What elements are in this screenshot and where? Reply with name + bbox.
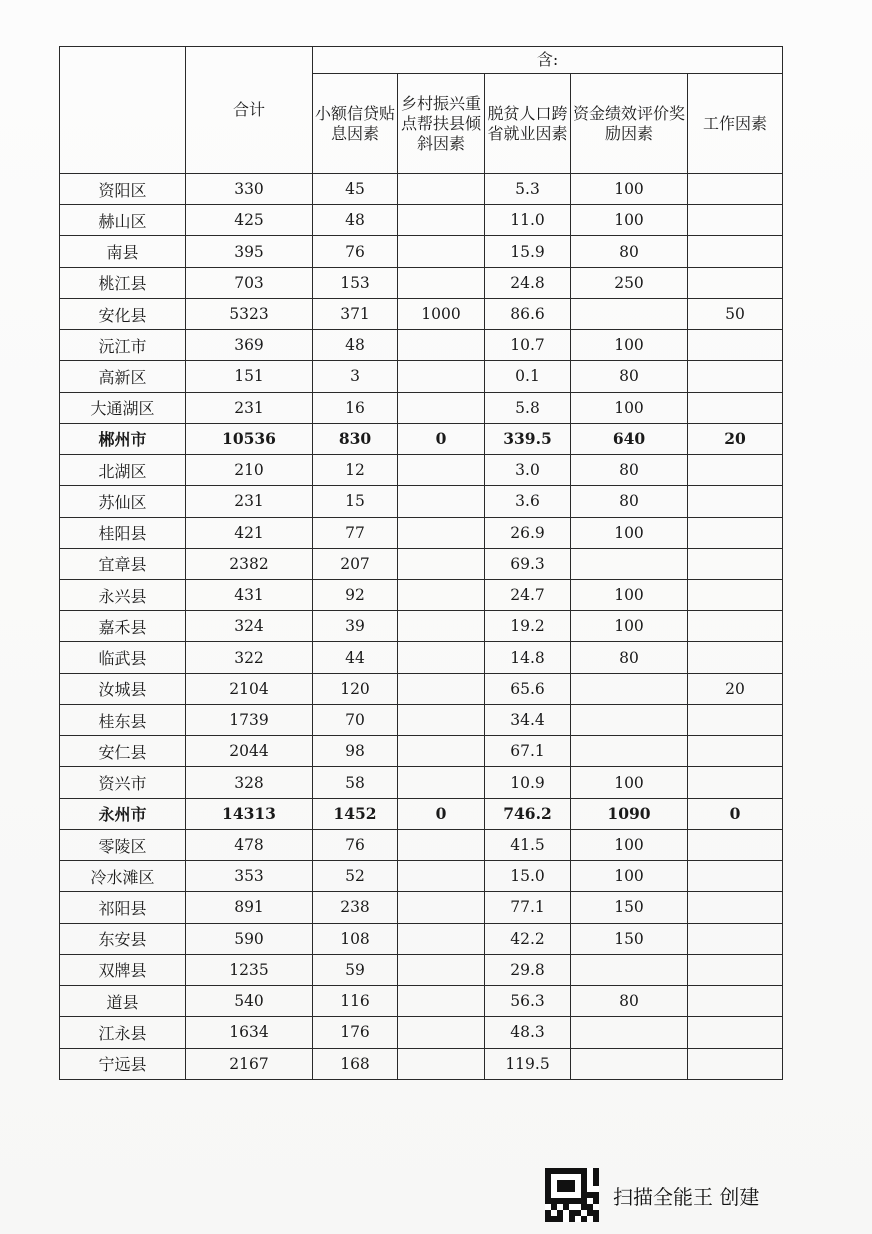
cell-performance [571,298,688,329]
cell-rural [398,736,485,767]
cell-rural [398,673,485,704]
cell-employment: 24.8 [485,267,571,298]
cell-name: 沅江市 [60,330,186,361]
cell-name: 永州市 [60,798,186,829]
cell-work [688,455,783,486]
table-row [60,236,783,267]
table-row [60,517,783,548]
cell-performance [571,548,688,579]
cell-performance: 100 [571,861,688,892]
scanner-watermark [545,1168,785,1222]
cell-employment: 19.2 [485,611,571,642]
cell-microloan: 76 [313,236,398,267]
cell-work [688,736,783,767]
cell-rural [398,455,485,486]
cell-employment: 10.9 [485,767,571,798]
cell-microloan: 92 [313,580,398,611]
cell-employment: 48.3 [485,1017,571,1048]
cell-rural [398,330,485,361]
cell-performance: 100 [571,205,688,236]
cell-rural [398,861,485,892]
cell-work [688,611,783,642]
cell-work: 20 [688,423,783,454]
cell-performance: 1090 [571,798,688,829]
table-row [60,704,783,735]
cell-performance [571,1048,688,1079]
cell-total: 590 [186,923,313,954]
table-row [60,580,783,611]
table-row [60,954,783,985]
cell-name: 南县 [60,236,186,267]
cell-performance: 100 [571,392,688,423]
cell-total: 10536 [186,423,313,454]
cell-work [688,548,783,579]
table-row [60,892,783,923]
cell-performance: 80 [571,642,688,673]
table-row [60,361,783,392]
cell-microloan: 116 [313,986,398,1017]
cell-employment: 5.3 [485,173,571,204]
cell-total: 2044 [186,736,313,767]
table-row [60,423,783,454]
cell-rural [398,954,485,985]
cell-name: 苏仙区 [60,486,186,517]
cell-microloan: 108 [313,923,398,954]
cell-performance: 100 [571,580,688,611]
cell-name: 郴州市 [60,423,186,454]
cell-microloan: 48 [313,205,398,236]
cell-performance: 100 [571,767,688,798]
cell-total: 231 [186,486,313,517]
table-row [60,829,783,860]
cell-performance [571,673,688,704]
cell-total: 151 [186,361,313,392]
cell-name: 永兴县 [60,580,186,611]
cell-employment: 339.5 [485,423,571,454]
cell-name: 道县 [60,986,186,1017]
cell-work: 0 [688,798,783,829]
cell-rural: 0 [398,798,485,829]
cell-microloan: 15 [313,486,398,517]
cell-performance: 80 [571,361,688,392]
cell-employment: 11.0 [485,205,571,236]
table-row [60,205,783,236]
cell-microloan: 176 [313,1017,398,1048]
cell-total: 1739 [186,704,313,735]
cell-total: 210 [186,455,313,486]
cell-work [688,236,783,267]
cell-work [688,954,783,985]
cell-total: 1634 [186,1017,313,1048]
cell-work [688,1017,783,1048]
cell-total: 703 [186,267,313,298]
header-work: 工作因素 [688,74,783,174]
cell-name: 东安县 [60,923,186,954]
table-row [60,455,783,486]
cell-performance: 80 [571,986,688,1017]
cell-work [688,829,783,860]
cell-work [688,486,783,517]
cell-rural [398,205,485,236]
cell-rural [398,392,485,423]
cell-microloan: 120 [313,673,398,704]
table-row [60,298,783,329]
cell-rural [398,548,485,579]
cell-employment: 3.6 [485,486,571,517]
cell-work [688,173,783,204]
cell-total: 425 [186,205,313,236]
cell-total: 324 [186,611,313,642]
cell-rural [398,361,485,392]
table-row [60,861,783,892]
cell-name: 江永县 [60,1017,186,1048]
cell-employment: 34.4 [485,704,571,735]
cell-rural [398,173,485,204]
cell-total: 328 [186,767,313,798]
cell-name: 资兴市 [60,767,186,798]
cell-total: 431 [186,580,313,611]
cell-total: 1235 [186,954,313,985]
cell-total: 322 [186,642,313,673]
table-row [60,330,783,361]
cell-microloan: 58 [313,767,398,798]
cell-employment: 3.0 [485,455,571,486]
cell-microloan: 52 [313,861,398,892]
cell-microloan: 153 [313,267,398,298]
cell-rural [398,892,485,923]
cell-total: 231 [186,392,313,423]
cell-microloan: 48 [313,330,398,361]
cell-total: 14313 [186,798,313,829]
cell-rural [398,642,485,673]
cell-rural [398,829,485,860]
cell-microloan: 3 [313,361,398,392]
cell-name: 桃江县 [60,267,186,298]
cell-rural [398,986,485,1017]
cell-work [688,767,783,798]
cell-microloan: 59 [313,954,398,985]
cell-performance: 100 [571,330,688,361]
cell-microloan: 168 [313,1048,398,1079]
cell-performance: 150 [571,923,688,954]
table-row [60,1048,783,1079]
cell-performance: 100 [571,173,688,204]
cell-rural [398,767,485,798]
cell-work [688,517,783,548]
header-rural: 乡村振兴重点帮扶县倾斜因素 [398,74,485,174]
cell-work [688,361,783,392]
cell-rural [398,486,485,517]
cell-rural [398,236,485,267]
cell-employment: 56.3 [485,986,571,1017]
cell-microloan: 830 [313,423,398,454]
cell-performance: 80 [571,486,688,517]
table-row [60,1017,783,1048]
cell-name: 宜章县 [60,548,186,579]
cell-employment: 29.8 [485,954,571,985]
cell-employment: 69.3 [485,548,571,579]
cell-microloan: 45 [313,173,398,204]
cell-microloan: 207 [313,548,398,579]
cell-microloan: 238 [313,892,398,923]
cell-name: 汝城县 [60,673,186,704]
cell-name: 祁阳县 [60,892,186,923]
cell-performance [571,704,688,735]
cell-rural [398,923,485,954]
cell-total: 2104 [186,673,313,704]
cell-total: 891 [186,892,313,923]
cell-microloan: 39 [313,611,398,642]
cell-work: 50 [688,298,783,329]
cell-name: 零陵区 [60,829,186,860]
cell-employment: 0.1 [485,361,571,392]
cell-performance: 150 [571,892,688,923]
cell-employment: 746.2 [485,798,571,829]
cell-rural [398,267,485,298]
table-row [60,923,783,954]
cell-name: 北湖区 [60,455,186,486]
header-employment: 脱贫人口跨省就业因素 [485,74,571,174]
cell-name: 赫山区 [60,205,186,236]
cell-total: 369 [186,330,313,361]
header-total: 合计 [186,47,313,174]
table-row [60,736,783,767]
cell-microloan: 371 [313,298,398,329]
table-row [60,673,783,704]
cell-employment: 24.7 [485,580,571,611]
cell-employment: 26.9 [485,517,571,548]
cell-rural [398,611,485,642]
cell-performance [571,954,688,985]
table-row [60,267,783,298]
allocation-table [59,46,783,1080]
cell-employment: 119.5 [485,1048,571,1079]
cell-employment: 5.8 [485,392,571,423]
cell-rural [398,1048,485,1079]
cell-total: 330 [186,173,313,204]
qr-code-icon [545,1168,599,1222]
cell-employment: 67.1 [485,736,571,767]
header-region-cell [60,47,186,174]
cell-name: 桂东县 [60,704,186,735]
cell-total: 2167 [186,1048,313,1079]
table-row [60,173,783,204]
cell-microloan: 77 [313,517,398,548]
cell-employment: 41.5 [485,829,571,860]
header-microloan: 小额信贷贴息因素 [313,74,398,174]
cell-work [688,1048,783,1079]
cell-work: 20 [688,673,783,704]
table-row [60,611,783,642]
cell-microloan: 98 [313,736,398,767]
cell-performance: 100 [571,517,688,548]
table-row [60,986,783,1017]
cell-microloan: 1452 [313,798,398,829]
header-contains: 含: [313,47,783,74]
cell-performance: 100 [571,829,688,860]
cell-rural [398,1017,485,1048]
cell-employment: 14.8 [485,642,571,673]
cell-employment: 65.6 [485,673,571,704]
cell-work [688,392,783,423]
cell-performance [571,736,688,767]
table-row [60,767,783,798]
cell-name: 安仁县 [60,736,186,767]
cell-performance: 250 [571,267,688,298]
cell-name: 高新区 [60,361,186,392]
cell-employment: 86.6 [485,298,571,329]
cell-work [688,704,783,735]
cell-work [688,986,783,1017]
cell-microloan: 44 [313,642,398,673]
cell-rural: 1000 [398,298,485,329]
cell-microloan: 16 [313,392,398,423]
cell-rural: 0 [398,423,485,454]
cell-microloan: 76 [313,829,398,860]
cell-work [688,205,783,236]
cell-performance: 80 [571,455,688,486]
cell-performance: 100 [571,611,688,642]
cell-work [688,330,783,361]
header-performance: 资金绩效评价奖励因素 [571,74,688,174]
table-row [60,486,783,517]
table-row [60,642,783,673]
cell-total: 5323 [186,298,313,329]
cell-employment: 15.9 [485,236,571,267]
cell-work [688,580,783,611]
cell-name: 资阳区 [60,173,186,204]
cell-name: 宁远县 [60,1048,186,1079]
cell-name: 临武县 [60,642,186,673]
cell-work [688,642,783,673]
cell-rural [398,517,485,548]
table-row [60,548,783,579]
cell-name: 桂阳县 [60,517,186,548]
cell-performance: 640 [571,423,688,454]
cell-total: 2382 [186,548,313,579]
table-row [60,392,783,423]
cell-employment: 77.1 [485,892,571,923]
cell-work [688,267,783,298]
cell-employment: 10.7 [485,330,571,361]
cell-rural [398,704,485,735]
cell-microloan: 70 [313,704,398,735]
cell-employment: 42.2 [485,923,571,954]
cell-work [688,923,783,954]
cell-total: 395 [186,236,313,267]
cell-total: 353 [186,861,313,892]
cell-name: 嘉禾县 [60,611,186,642]
cell-work [688,861,783,892]
cell-rural [398,580,485,611]
cell-name: 安化县 [60,298,186,329]
cell-total: 478 [186,829,313,860]
cell-work [688,892,783,923]
watermark-text: 扫描全能王 创建 [613,1184,760,1209]
cell-performance [571,1017,688,1048]
cell-total: 540 [186,986,313,1017]
cell-name: 冷水滩区 [60,861,186,892]
table-row [60,798,783,829]
cell-name: 双牌县 [60,954,186,985]
cell-name: 大通湖区 [60,392,186,423]
cell-performance: 80 [571,236,688,267]
cell-total: 421 [186,517,313,548]
cell-employment: 15.0 [485,861,571,892]
cell-microloan: 12 [313,455,398,486]
